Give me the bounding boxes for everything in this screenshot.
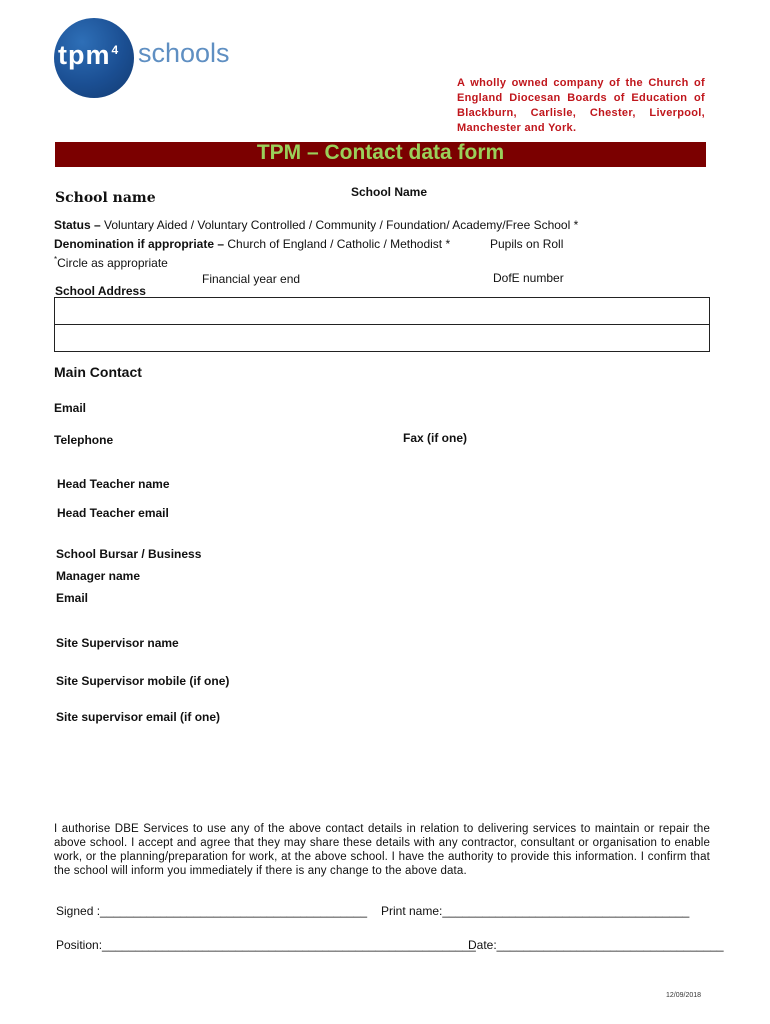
company-statement: A wholly owned company of the Church of England Diocesan Boards of Education of Blackburn, Carlisle, Chester, Liverpool, Manchester and York. bbox=[457, 77, 705, 134]
denomination-line bbox=[54, 237, 450, 251]
authorisation-paragraph: I authorise DBE Services to use any of the above contact details in relation to delivering services to maintain or repair the above school. I accept and agree that they may share these details with any contractor, consultant or organisation to enable work, or the planning/preparation for work, at the above school. I have the authority to provide this information. I confirm that the school will inform you immediately if there is any change to the above data. bbox=[54, 823, 710, 877]
circle-note: *Circle as appropriate bbox=[54, 255, 168, 270]
main-contact-heading: Main Contact bbox=[54, 364, 142, 380]
email-label: Email bbox=[54, 401, 87, 415]
head-teacher-name-label: Head Teacher name bbox=[57, 477, 170, 491]
logo-schools: schools bbox=[138, 38, 230, 68]
dofe-number-label: DofE number bbox=[493, 271, 564, 285]
head-teacher-email-label: Head Teacher email bbox=[57, 506, 169, 520]
financial-year-end-label: Financial year end bbox=[202, 272, 301, 286]
school-address-label: School Address bbox=[55, 284, 146, 298]
school-name-heading: School name bbox=[55, 190, 156, 206]
school-name-label: School Name bbox=[351, 185, 428, 199]
signed-field[interactable]: Signed :________________________________________ bbox=[56, 904, 367, 918]
status-line bbox=[54, 218, 578, 232]
bursar-label-line2: Manager name bbox=[56, 569, 141, 583]
date-field[interactable]: Date:__________________________________ bbox=[468, 938, 724, 952]
address-divider bbox=[54, 324, 710, 325]
print-name-field[interactable]: Print name:_____________________________________ bbox=[381, 904, 690, 918]
telephone-label: Telephone bbox=[54, 433, 114, 447]
position-field[interactable]: Position:________________________________________________________ bbox=[56, 938, 476, 952]
status-options: Voluntary Aided / Voluntary Controlled / Community / Foundation/ Academy/Free School * bbox=[100, 218, 579, 232]
site-supervisor-name-label: Site Supervisor name bbox=[56, 636, 179, 650]
form-title: TPM – Contact data form bbox=[256, 141, 505, 164]
site-supervisor-mobile-label: Site Supervisor mobile (if one) bbox=[56, 674, 230, 688]
site-supervisor-email-label: Site supervisor email (if one) bbox=[56, 710, 221, 724]
bursar-label-line1: School Bursar / Business bbox=[56, 547, 202, 561]
footer-date: 12/09/2018 bbox=[666, 992, 702, 999]
bursar-email-label: Email bbox=[56, 591, 89, 605]
fax-label: Fax (if one) bbox=[403, 431, 468, 445]
denomination-label: Denomination if appropriate – bbox=[54, 237, 225, 251]
logo-text: tpm$^4$ bbox=[58, 40, 120, 70]
denomination-options: Church of England / Catholic / Methodist * bbox=[224, 237, 451, 251]
status-label: Status – bbox=[54, 218, 101, 232]
pupils-on-roll-label: Pupils on Roll bbox=[490, 237, 564, 251]
